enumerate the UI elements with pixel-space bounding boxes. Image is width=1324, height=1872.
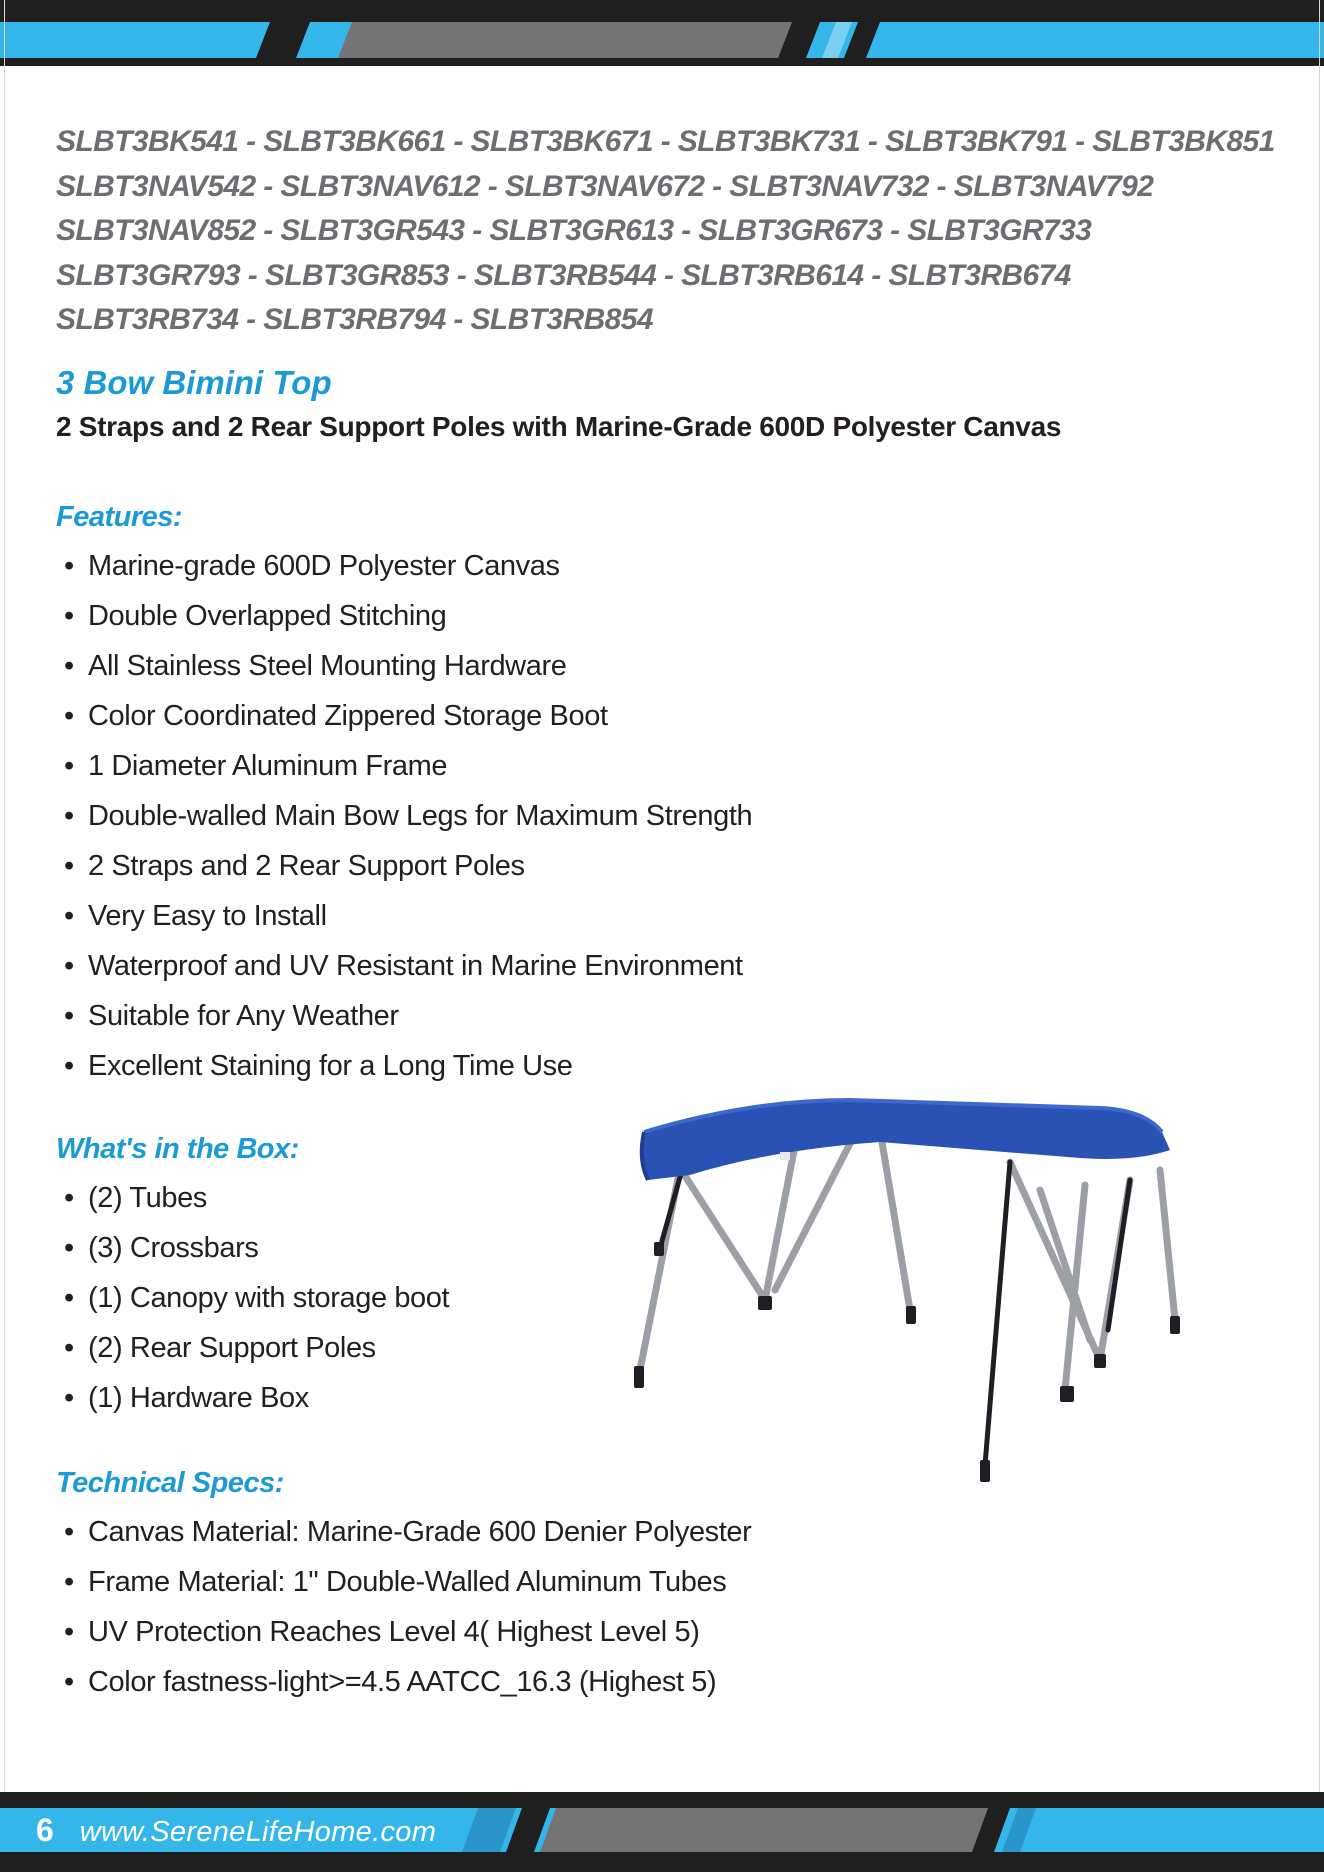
feature-text: Double Overlapped Stitching [88, 599, 447, 632]
model-line: SLBT3BK541 - SLBT3BK661 - SLBT3BK671 - SLBT3BK731 - SLBT3BK791 - SLBT3BK851 [56, 125, 1275, 158]
list-item [56, 991, 1286, 1041]
bullet: • [64, 549, 74, 582]
bullet: • [64, 1565, 74, 1598]
bullet: • [64, 699, 74, 732]
list-item [56, 791, 1286, 841]
product-title: 3 Bow Bimini Top [56, 363, 332, 401]
header-band [0, 0, 1324, 66]
feature-text: Excellent Staining for a Long Time Use [88, 1049, 573, 1082]
bullet: • [64, 1665, 74, 1698]
list-item [56, 641, 1286, 691]
bullet: • [64, 1381, 74, 1414]
feature-text: Very Easy to Install [88, 899, 327, 932]
spec-text: Frame Material: 1" Double-Walled Aluminum Tubes [88, 1565, 727, 1598]
box-item-text: (2) Tubes [88, 1181, 207, 1214]
bullet: • [64, 899, 74, 932]
list-item [56, 1607, 1286, 1657]
bullet: • [64, 1515, 74, 1548]
model-line: SLBT3NAV542 - SLBT3NAV612 - SLBT3NAV672 - SLBT3NAV732 - SLBT3NAV792 [56, 169, 1154, 203]
feature-text: Color Coordinated Zippered Storage Boot [88, 699, 608, 732]
list-item [56, 541, 1286, 591]
spec-text: UV Protection Reaches Level 4( Highest Level 5) [88, 1615, 700, 1648]
feature-text: Marine-grade 600D Polyester Canvas [88, 549, 560, 582]
features-heading: Features: [56, 500, 183, 533]
bimini-top-image [630, 1070, 1200, 1510]
spec-text: Canvas Material: Marine-Grade 600 Denier Polyester [88, 1515, 752, 1548]
box-item-text: (2) Rear Support Poles [88, 1331, 376, 1364]
bullet: • [64, 649, 74, 682]
bullet: • [64, 749, 74, 782]
feature-text: 2 Straps and 2 Rear Support Poles [88, 849, 525, 882]
product-subtitle: 2 Straps and 2 Rear Support Poles with Marine-Grade 600D Polyester Canvas [56, 410, 1062, 442]
box-item-text: (1) Hardware Box [88, 1381, 309, 1414]
list-item [56, 691, 1286, 741]
box-heading: What's in the Box: [56, 1132, 299, 1165]
feature-text: All Stainless Steel Mounting Hardware [88, 649, 567, 682]
list-item [56, 1507, 1286, 1557]
bullet: • [64, 599, 74, 632]
page-number: 6 [36, 1812, 54, 1848]
website-link[interactable]: www.SereneLifeHome.com [79, 1816, 437, 1848]
list-item [56, 741, 1286, 791]
list-item [56, 1557, 1286, 1607]
bullet: • [64, 1281, 74, 1314]
feature-text: Suitable for Any Weather [88, 999, 399, 1032]
list-item [56, 891, 1286, 941]
model-line: SLBT3NAV852 - SLBT3GR543 - SLBT3GR613 - SLBT3GR673 - SLBT3GR733 [56, 214, 1092, 247]
spec-text: Color fastness-light>=4.5 AATCC_16.3 (Highest 5) [88, 1665, 717, 1698]
features-section [56, 497, 1286, 1091]
model-numbers [56, 120, 1286, 343]
list-item [56, 1657, 1286, 1707]
model-line: SLBT3RB734 - SLBT3RB794 - SLBT3RB854 [56, 303, 653, 336]
feature-text: Double-walled Main Bow Legs for Maximum Strength [88, 799, 753, 832]
bullet: • [64, 1231, 74, 1264]
list-item [56, 941, 1286, 991]
bullet: • [64, 999, 74, 1032]
list-item [56, 591, 1286, 641]
bullet: • [64, 1049, 74, 1082]
bullet: • [64, 799, 74, 832]
box-item-text: (1) Canopy with storage boot [88, 1281, 450, 1314]
specs-list [56, 1507, 1286, 1707]
bullet: • [64, 1615, 74, 1648]
box-item-text: (3) Crossbars [88, 1231, 259, 1264]
features-list [56, 541, 1286, 1091]
bullet: • [64, 1181, 74, 1214]
bullet: • [64, 849, 74, 882]
feature-text: 1 Diameter Aluminum Frame [88, 749, 448, 782]
feature-text: Waterproof and UV Resistant in Marine Environment [88, 949, 743, 982]
model-line: SLBT3GR793 - SLBT3GR853 - SLBT3RB544 - SLBT3RB614 - SLBT3RB674 [56, 258, 1071, 292]
footer [36, 1808, 436, 1852]
specs-heading: Technical Specs: [56, 1466, 284, 1499]
bullet: • [64, 949, 74, 982]
bullet: • [64, 1331, 74, 1364]
list-item [56, 841, 1286, 891]
